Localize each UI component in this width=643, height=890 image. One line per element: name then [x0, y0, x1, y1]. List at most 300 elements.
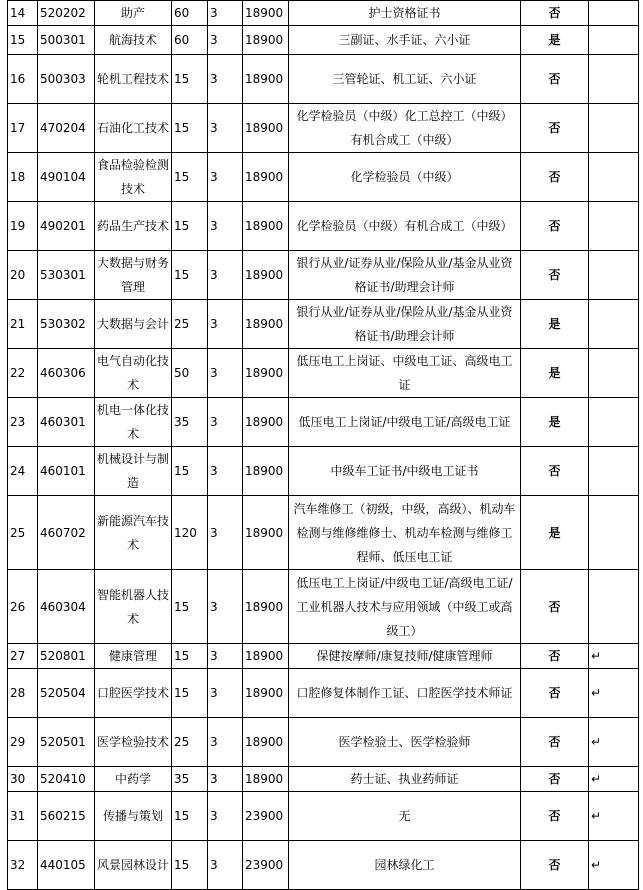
enrollment-count: [172, 104, 208, 153]
table-row: [8, 496, 639, 570]
flag-value-text: 否: [548, 649, 561, 663]
study-years-text: 3: [210, 6, 218, 20]
flag-value: [521, 1, 589, 26]
row-number-text: 15: [10, 33, 26, 47]
study-years: [208, 1, 243, 26]
table-row: [8, 767, 639, 792]
flag-value: [521, 718, 589, 767]
certificates: [289, 570, 521, 644]
flag-value-text: 否: [548, 268, 561, 282]
tuition-fee: [243, 398, 289, 447]
table-row: [8, 55, 639, 104]
certificates-text: 低压电工上岗证/中级电工证/高级电工证: [298, 415, 511, 429]
tuition-fee-text: 18900: [245, 72, 284, 86]
study-years-text: 3: [210, 858, 218, 872]
enrollment-count: [172, 26, 208, 55]
major-name: [95, 669, 172, 718]
certificates: [289, 669, 521, 718]
table-row: [8, 447, 639, 496]
flag-value-text: 否: [548, 809, 561, 823]
certificates: [289, 718, 521, 767]
certificates: [289, 26, 521, 55]
flag-value: [521, 792, 589, 841]
flag-value: [521, 26, 589, 55]
major-name: [95, 300, 172, 349]
major-name: [95, 349, 172, 398]
row-number: [8, 570, 38, 644]
tuition-fee: [243, 300, 289, 349]
certificates-text: 药士证、执业药师证: [350, 772, 459, 786]
major-code: [38, 841, 95, 890]
major-code-text: 520504: [40, 686, 86, 700]
major-code-text: 560215: [40, 809, 86, 823]
major-name: [95, 496, 172, 570]
study-years: [208, 153, 243, 202]
enrollment-count: [172, 496, 208, 570]
certificates-text: 化学检验员（中级）有机合成工（中级）: [296, 219, 513, 233]
major-name: [95, 104, 172, 153]
enrollment-count-text: 15: [174, 464, 190, 478]
certificates-text: 保健按摩师/康复技师/健康管理师: [316, 649, 493, 663]
study-years-text: 3: [210, 735, 218, 749]
tuition-fee: [243, 153, 289, 202]
study-years-text: 3: [210, 268, 218, 282]
major-code-text: 460702: [40, 525, 86, 540]
study-years: [208, 251, 243, 300]
tuition-fee: [243, 349, 289, 398]
major-name-text: 传播与策划: [102, 809, 163, 823]
certificates-text: 无: [398, 809, 411, 823]
enrollment-count: [172, 644, 208, 669]
study-years-text: 3: [210, 649, 218, 663]
flag-value: [521, 104, 589, 153]
study-years-text: 3: [210, 599, 218, 614]
study-years: [208, 202, 243, 251]
enrollment-count: [172, 792, 208, 841]
enrollment-count: [172, 447, 208, 496]
trailing-cell: [589, 570, 639, 644]
major-name: [95, 202, 172, 251]
certificates: [289, 153, 521, 202]
enrollment-count: [172, 55, 208, 104]
flag-value: [521, 841, 589, 890]
enrollment-count-text: 50: [174, 366, 190, 380]
row-number: [8, 104, 38, 153]
major-name: [95, 644, 172, 669]
tuition-fee-text: 18900: [245, 219, 284, 233]
certificates: [289, 644, 521, 669]
flag-value-text: 是: [548, 33, 561, 47]
tuition-fee-text: 18900: [245, 170, 284, 184]
trailing-cell-text: ↵: [591, 649, 602, 663]
trailing-cell: [589, 644, 639, 669]
enrollment-count-text: 15: [174, 268, 190, 282]
enrollment-count-text: 15: [174, 809, 190, 823]
major-name: [95, 841, 172, 890]
flag-value: [521, 447, 589, 496]
flag-value-text: 是: [548, 525, 561, 540]
row-number: [8, 251, 38, 300]
enrollment-count-text: 120: [174, 525, 197, 540]
trailing-cell: [589, 1, 639, 26]
row-number-text: 30: [10, 772, 26, 786]
enrollment-count-text: 15: [174, 686, 190, 700]
flag-value: [521, 251, 589, 300]
enrollment-count-text: 15: [174, 170, 190, 184]
major-code: [38, 398, 95, 447]
major-code: [38, 767, 95, 792]
flag-value-text: 是: [548, 317, 561, 331]
row-number-text: 29: [10, 735, 26, 749]
table-row: [8, 26, 639, 55]
major-code-text: 500301: [40, 33, 86, 47]
study-years: [208, 447, 243, 496]
tuition-fee: [243, 55, 289, 104]
certificates-text: 中级车工证书/中级电工证书: [330, 464, 479, 478]
trailing-cell: [589, 447, 639, 496]
study-years-text: 3: [210, 170, 218, 184]
row-number: [8, 153, 38, 202]
tuition-fee: [243, 26, 289, 55]
trailing-cell: [589, 496, 639, 570]
major-name: [95, 447, 172, 496]
trailing-cell-text: ↵: [591, 735, 602, 749]
trailing-cell: [589, 792, 639, 841]
major-code: [38, 300, 95, 349]
table-row: [8, 1, 639, 26]
enrollment-count-text: 15: [174, 649, 190, 663]
major-name: [95, 398, 172, 447]
tuition-fee: [243, 570, 289, 644]
enrollment-count: [172, 300, 208, 349]
major-code: [38, 104, 95, 153]
certificates: [289, 1, 521, 26]
trailing-cell: [589, 55, 639, 104]
certificates-text: 银行从业/证券从业/保险从业/基金从业资格证书/助理会计师: [296, 256, 513, 294]
trailing-cell-text: ↵: [591, 686, 602, 700]
study-years-text: 3: [210, 415, 218, 429]
row-number: [8, 55, 38, 104]
major-name: [95, 570, 172, 644]
tuition-fee-text: 18900: [245, 772, 284, 786]
tuition-fee-text: 18900: [245, 268, 284, 282]
certificates-text: 化学检验员（中级）化工总控工（中级）有机合成工（中级）: [296, 109, 513, 147]
major-name-text: 轮机工程技术: [97, 72, 170, 86]
enrollment-count: [172, 1, 208, 26]
row-number: [8, 644, 38, 669]
enrollment-count-text: 60: [174, 6, 190, 20]
major-name-text: 食品检验检测技术: [97, 158, 170, 196]
row-number: [8, 669, 38, 718]
study-years-text: 3: [210, 686, 218, 700]
certificates-text: 三副证、水手证、六小证: [338, 33, 471, 47]
tuition-fee-text: 18900: [245, 121, 284, 135]
flag-value: [521, 202, 589, 251]
major-name: [95, 55, 172, 104]
flag-value-text: 否: [548, 858, 561, 872]
major-name-text: 航海技术: [108, 33, 157, 47]
tuition-fee-text: 18900: [245, 525, 284, 540]
flag-value-text: 是: [548, 366, 561, 380]
major-name-text: 机电一体化技术: [97, 403, 170, 441]
row-number-text: 19: [10, 219, 26, 233]
study-years: [208, 718, 243, 767]
enrollment-count: [172, 349, 208, 398]
table-row: [8, 792, 639, 841]
certificates-text: 汽车维修工（初级，中级，高级）、机动车检测与维修维修士、机动车检测与维修工程师、低压电工证: [293, 501, 516, 564]
major-code: [38, 153, 95, 202]
major-code: [38, 792, 95, 841]
certificates-text: 化学检验员（中级）: [350, 170, 459, 184]
tuition-fee: [243, 841, 289, 890]
major-code-text: 520801: [40, 649, 86, 663]
certificates: [289, 841, 521, 890]
major-name: [95, 718, 172, 767]
enrollment-count-text: 15: [174, 72, 190, 86]
major-code-text: 490104: [40, 170, 86, 184]
certificates: [289, 496, 521, 570]
table-row: [8, 718, 639, 767]
major-name-text: 石油化工技术: [97, 121, 170, 135]
row-number-text: 14: [10, 6, 26, 20]
certificates-text: 医学检验士、医学检验师: [338, 735, 471, 749]
major-code-text: 460301: [40, 415, 86, 429]
flag-value-text: 否: [548, 464, 561, 478]
study-years: [208, 669, 243, 718]
tuition-fee: [243, 669, 289, 718]
certificates: [289, 398, 521, 447]
row-number-text: 28: [10, 686, 26, 700]
table-row: [8, 644, 639, 669]
major-code: [38, 26, 95, 55]
trailing-cell: [589, 104, 639, 153]
certificates: [289, 767, 521, 792]
study-years-text: 3: [210, 317, 218, 331]
trailing-cell: [589, 349, 639, 398]
table-row: [8, 669, 639, 718]
major-code-text: 460306: [40, 366, 86, 380]
row-number-text: 26: [10, 599, 26, 614]
trailing-cell-text: ↵: [591, 809, 602, 823]
major-code: [38, 570, 95, 644]
row-number: [8, 202, 38, 251]
enrollment-count: [172, 669, 208, 718]
major-name-text: 智能机器人技术: [97, 587, 170, 626]
tuition-fee-text: 18900: [245, 317, 284, 331]
tuition-fee: [243, 644, 289, 669]
trailing-cell: [589, 718, 639, 767]
flag-value: [521, 349, 589, 398]
major-name: [95, 1, 172, 26]
certificates: [289, 251, 521, 300]
major-name-text: 风景园林设计: [97, 858, 170, 872]
row-number-text: 17: [10, 121, 26, 135]
table-row: [8, 349, 639, 398]
row-number-text: 22: [10, 366, 26, 380]
trailing-cell: [589, 767, 639, 792]
major-code: [38, 1, 95, 26]
major-code: [38, 349, 95, 398]
major-name-text: 新能源汽车技术: [97, 513, 170, 552]
flag-value-text: 否: [548, 599, 561, 614]
enrollment-count: [172, 767, 208, 792]
tuition-fee: [243, 718, 289, 767]
study-years: [208, 300, 243, 349]
flag-value: [521, 644, 589, 669]
enrollment-count: [172, 251, 208, 300]
major-name: [95, 251, 172, 300]
tuition-fee: [243, 1, 289, 26]
table-row: [8, 398, 639, 447]
major-name-text: 大数据与财务管理: [97, 256, 170, 294]
trailing-cell-text: ↵: [591, 772, 602, 786]
tuition-fee: [243, 767, 289, 792]
tuition-fee-text: 18900: [245, 464, 284, 478]
row-number-text: 16: [10, 72, 26, 86]
major-code-text: 500303: [40, 72, 86, 86]
trailing-cell-text: ↵: [591, 858, 602, 872]
flag-value-text: 否: [548, 170, 561, 184]
study-years: [208, 841, 243, 890]
tuition-fee: [243, 792, 289, 841]
flag-value: [521, 153, 589, 202]
flag-value-text: 否: [548, 686, 561, 700]
trailing-cell: [589, 153, 639, 202]
table-row: [8, 300, 639, 349]
major-code: [38, 644, 95, 669]
tuition-fee: [243, 496, 289, 570]
study-years-text: 3: [210, 366, 218, 380]
study-years: [208, 398, 243, 447]
enrollment-count-text: 25: [174, 735, 190, 749]
major-code: [38, 669, 95, 718]
flag-value: [521, 300, 589, 349]
major-code-text: 490201: [40, 219, 86, 233]
major-name-text: 健康管理: [108, 649, 157, 663]
enrollment-count-text: 15: [174, 219, 190, 233]
tuition-fee: [243, 447, 289, 496]
study-years-text: 3: [210, 72, 218, 86]
certificates-text: 三管轮证、机工证、六小证: [332, 72, 477, 86]
study-years: [208, 104, 243, 153]
study-years: [208, 26, 243, 55]
major-code-text: 520410: [40, 772, 86, 786]
row-number-text: 32: [10, 858, 26, 872]
study-years-text: 3: [210, 121, 218, 135]
certificates: [289, 202, 521, 251]
major-code: [38, 718, 95, 767]
flag-value-text: 是: [548, 415, 561, 429]
table-row: [8, 153, 639, 202]
flag-value-text: 否: [548, 72, 561, 86]
study-years-text: 3: [210, 809, 218, 823]
study-years-text: 3: [210, 219, 218, 233]
flag-value-text: 否: [548, 6, 561, 20]
flag-value: [521, 767, 589, 792]
study-years: [208, 767, 243, 792]
major-name-text: 助产: [120, 6, 145, 20]
row-number-text: 24: [10, 464, 26, 478]
certificates-text: 银行从业/证券从业/保险从业/基金从业资格证书/助理会计师: [296, 305, 513, 343]
enrollment-count-text: 60: [174, 33, 190, 47]
enrollment-count: [172, 202, 208, 251]
row-number-text: 18: [10, 170, 26, 184]
row-number: [8, 767, 38, 792]
enrollment-count: [172, 570, 208, 644]
tuition-fee-text: 18900: [245, 6, 284, 20]
study-years: [208, 792, 243, 841]
row-number-text: 21: [10, 317, 26, 331]
row-number: [8, 792, 38, 841]
row-number-text: 27: [10, 649, 26, 663]
major-name-text: 口腔医学技术: [97, 686, 170, 700]
flag-value: [521, 496, 589, 570]
tuition-fee: [243, 104, 289, 153]
row-number-text: 31: [10, 809, 26, 823]
row-number-text: 23: [10, 415, 26, 429]
tuition-fee-text: 18900: [245, 649, 284, 663]
tuition-fee-text: 18900: [245, 366, 284, 380]
major-code-text: 440105: [40, 858, 86, 872]
certificates: [289, 104, 521, 153]
trailing-cell: [589, 300, 639, 349]
tuition-fee: [243, 202, 289, 251]
flag-value: [521, 570, 589, 644]
major-code: [38, 496, 95, 570]
major-name-text: 机械设计与制造: [97, 452, 170, 490]
trailing-cell: [589, 26, 639, 55]
study-years-text: 3: [210, 772, 218, 786]
certificates: [289, 300, 521, 349]
row-number: [8, 26, 38, 55]
major-code-text: 520501: [40, 735, 86, 749]
study-years: [208, 55, 243, 104]
major-code-text: 530302: [40, 317, 86, 331]
major-name-text: 大数据与会计: [97, 317, 170, 331]
flag-value: [521, 398, 589, 447]
study-years: [208, 349, 243, 398]
major-name-text: 中药学: [114, 772, 151, 786]
trailing-cell: [589, 251, 639, 300]
enrollment-count-text: 15: [174, 599, 190, 614]
major-code: [38, 202, 95, 251]
study-years-text: 3: [210, 33, 218, 47]
table-row: [8, 841, 639, 890]
study-years-text: 3: [210, 525, 218, 540]
enrollment-count: [172, 398, 208, 447]
tuition-fee-text: 23900: [245, 858, 284, 872]
major-name-text: 电气自动化技术: [97, 354, 170, 392]
certificates: [289, 792, 521, 841]
enrollment-count-text: 15: [174, 858, 190, 872]
certificates-text: 口腔修复体制作工证、口腔医学技术师证: [296, 686, 513, 700]
flag-value-text: 否: [548, 735, 561, 749]
tuition-fee-text: 23900: [245, 809, 284, 823]
major-code: [38, 55, 95, 104]
flag-value: [521, 669, 589, 718]
major-code: [38, 447, 95, 496]
tuition-fee-text: 18900: [245, 415, 284, 429]
trailing-cell: [589, 669, 639, 718]
row-number-text: 20: [10, 268, 26, 282]
major-code: [38, 251, 95, 300]
row-number: [8, 718, 38, 767]
flag-value: [521, 55, 589, 104]
row-number: [8, 447, 38, 496]
major-name: [95, 767, 172, 792]
majors-table: [7, 0, 639, 890]
flag-value-text: 否: [548, 219, 561, 233]
